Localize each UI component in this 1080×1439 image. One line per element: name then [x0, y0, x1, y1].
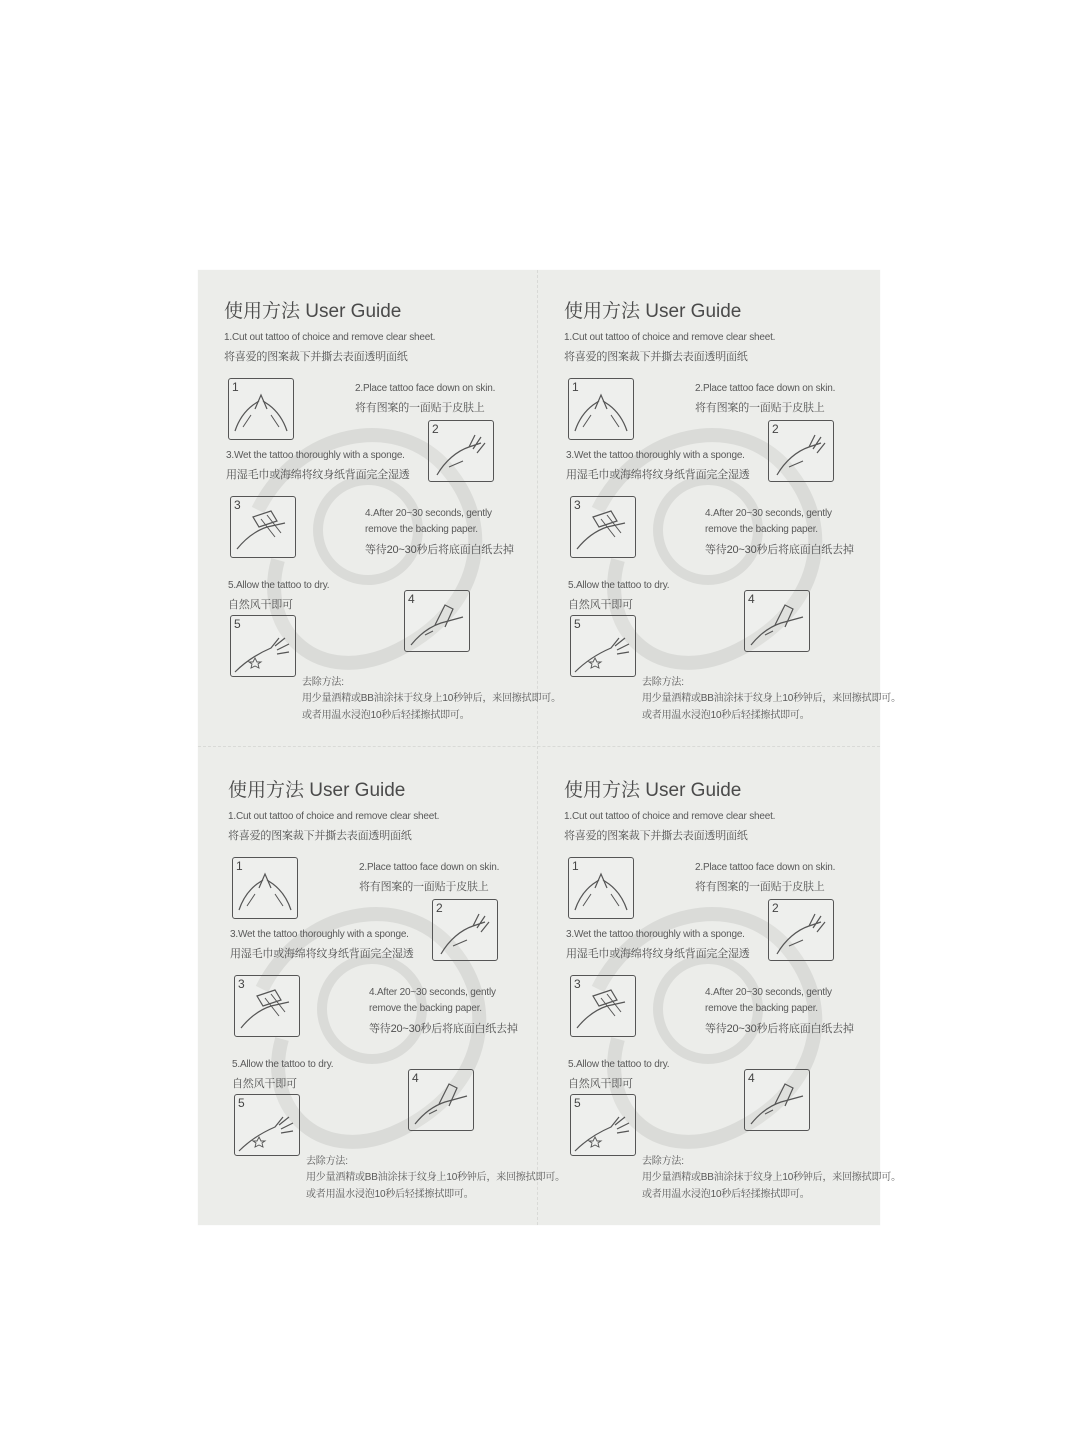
step1-text-en: 1.Cut out tattoo of choice and remove clear sheet.	[228, 811, 440, 822]
step5-text-en: 5.Allow the tattoo to dry.	[232, 1059, 334, 1070]
hand-dry-icon	[231, 616, 295, 676]
step1-text-cn: 将喜爱的图案裁下并撕去表面透明面纸	[564, 830, 748, 842]
step1-text-en: 1.Cut out tattoo of choice and remove clear sheet.	[224, 332, 436, 343]
hand-peeling-icon	[405, 591, 469, 651]
hands-cutting-icon	[569, 379, 633, 439]
removal-title: 去除方法:	[642, 677, 684, 688]
horizontal-perforation	[198, 746, 880, 747]
step4-text-cn: 等待20~30秒后将底面白纸去掉	[705, 544, 854, 556]
guide-title: 使用方法 User Guide	[224, 301, 402, 322]
guide-panel-4	[538, 749, 901, 1219]
step5-illustration: 5	[570, 1094, 636, 1156]
hand-placing-icon	[769, 900, 833, 960]
step2-text-en: 2.Place tattoo face down on skin.	[695, 862, 836, 873]
step5-text-cn: 自然风干即可	[568, 1078, 633, 1090]
step5-text-cn: 自然风干即可	[232, 1078, 297, 1090]
hand-peeling-icon	[409, 1070, 473, 1130]
step4-text-en-line2: remove the backing paper.	[365, 524, 478, 535]
hand-dry-icon	[571, 1095, 635, 1155]
removal-line2: 或者用温水浸泡10秒后轻揉擦拭即可。	[642, 710, 810, 721]
hands-cutting-icon	[569, 858, 633, 918]
step4-illustration: 4	[744, 1069, 810, 1131]
removal-line1: 用少量酒精或BB油涂抹于纹身上10秒钟后，来回擦拭即可。	[302, 693, 561, 704]
step1-illustration: 1	[568, 378, 634, 440]
hands-cutting-icon	[229, 379, 293, 439]
step5-text-en: 5.Allow the tattoo to dry.	[568, 580, 670, 591]
step4-text-cn: 等待20~30秒后将底面白纸去掉	[369, 1023, 518, 1035]
removal-line2: 或者用温水浸泡10秒后轻揉擦拭即可。	[642, 1189, 810, 1200]
removal-title: 去除方法:	[642, 1156, 684, 1167]
step4-text-en-line2: remove the backing paper.	[369, 1003, 482, 1014]
step3-illustration: 3	[570, 496, 636, 558]
step4-text-en-line1: 4.After 20~30 seconds, gently	[705, 987, 832, 998]
step2-text-en: 2.Place tattoo face down on skin.	[695, 383, 836, 394]
step1-text-en: 1.Cut out tattoo of choice and remove clear sheet.	[564, 332, 776, 343]
step3-illustration: 3	[234, 975, 300, 1037]
step1-text-cn: 将喜爱的图案裁下并撕去表面透明面纸	[224, 351, 408, 363]
removal-line2: 或者用温水浸泡10秒后轻揉擦拭即可。	[302, 710, 470, 721]
hand-placing-icon	[769, 421, 833, 481]
step1-text-en: 1.Cut out tattoo of choice and remove clear sheet.	[564, 811, 776, 822]
hand-dry-icon	[571, 616, 635, 676]
step2-text-en: 2.Place tattoo face down on skin.	[355, 383, 496, 394]
step4-text-en-line1: 4.After 20~30 seconds, gently	[705, 508, 832, 519]
guide-title: 使用方法 User Guide	[228, 780, 406, 801]
step1-text-cn: 将喜爱的图案裁下并撕去表面透明面纸	[228, 830, 412, 842]
step4-text-en-line2: remove the backing paper.	[705, 1003, 818, 1014]
hands-wetting-icon	[235, 976, 299, 1036]
step5-illustration: 5	[234, 1094, 300, 1156]
step2-illustration: 2	[768, 899, 834, 961]
hand-placing-icon	[433, 900, 497, 960]
step3-text-en: 3.Wet the tattoo thoroughly with a sponge.	[566, 450, 745, 461]
step2-illustration: 2	[768, 420, 834, 482]
hands-cutting-icon	[233, 858, 297, 918]
step2-text-cn: 将有图案的一面贴于皮肤上	[695, 402, 825, 414]
hands-wetting-icon	[231, 497, 295, 557]
step1-text-cn: 将喜爱的图案裁下并撕去表面透明面纸	[564, 351, 748, 363]
step1-illustration: 1	[228, 378, 294, 440]
hand-dry-icon	[235, 1095, 299, 1155]
hand-placing-icon	[429, 421, 493, 481]
step3-text-cn: 用湿毛巾或海绵将纹身纸背面完全湿透	[226, 469, 410, 481]
guide-panel-3	[202, 749, 565, 1219]
hands-wetting-icon	[571, 497, 635, 557]
removal-title: 去除方法:	[302, 677, 344, 688]
guide-title: 使用方法 User Guide	[564, 301, 742, 322]
step4-illustration: 4	[744, 590, 810, 652]
guide-panel-2	[538, 270, 901, 740]
step2-text-cn: 将有图案的一面贴于皮肤上	[359, 881, 489, 893]
guide-title: 使用方法 User Guide	[564, 780, 742, 801]
step5-text-cn: 自然风干即可	[228, 599, 293, 611]
step1-illustration: 1	[232, 857, 298, 919]
step3-illustration: 3	[230, 496, 296, 558]
step1-illustration: 1	[568, 857, 634, 919]
removal-title: 去除方法:	[306, 1156, 348, 1167]
step3-text-en: 3.Wet the tattoo thoroughly with a sponge.	[230, 929, 409, 940]
step4-text-en-line1: 4.After 20~30 seconds, gently	[369, 987, 496, 998]
step2-illustration: 2	[432, 899, 498, 961]
step3-text-cn: 用湿毛巾或海绵将纹身纸背面完全湿透	[566, 469, 750, 481]
step4-text-en-line2: remove the backing paper.	[705, 524, 818, 535]
removal-line1: 用少量酒精或BB油涂抹于纹身上10秒钟后，来回擦拭即可。	[306, 1172, 565, 1183]
step3-text-en: 3.Wet the tattoo thoroughly with a sponge.	[226, 450, 405, 461]
step2-illustration: 2	[428, 420, 494, 482]
step4-text-cn: 等待20~30秒后将底面白纸去掉	[365, 544, 514, 556]
step4-text-en-line1: 4.After 20~30 seconds, gently	[365, 508, 492, 519]
guide-panel-1	[198, 270, 561, 740]
hand-peeling-icon	[745, 591, 809, 651]
step2-text-cn: 将有图案的一面贴于皮肤上	[695, 881, 825, 893]
hand-peeling-icon	[745, 1070, 809, 1130]
removal-line1: 用少量酒精或BB油涂抹于纹身上10秒钟后，来回擦拭即可。	[642, 693, 901, 704]
step4-text-cn: 等待20~30秒后将底面白纸去掉	[705, 1023, 854, 1035]
step3-text-cn: 用湿毛巾或海绵将纹身纸背面完全湿透	[566, 948, 750, 960]
step5-text-en: 5.Allow the tattoo to dry.	[568, 1059, 670, 1070]
step3-text-cn: 用湿毛巾或海绵将纹身纸背面完全湿透	[230, 948, 414, 960]
removal-line1: 用少量酒精或BB油涂抹于纹身上10秒钟后，来回擦拭即可。	[642, 1172, 901, 1183]
step3-illustration: 3	[570, 975, 636, 1037]
hands-wetting-icon	[571, 976, 635, 1036]
step3-text-en: 3.Wet the tattoo thoroughly with a sponge.	[566, 929, 745, 940]
step5-text-en: 5.Allow the tattoo to dry.	[228, 580, 330, 591]
step2-text-en: 2.Place tattoo face down on skin.	[359, 862, 500, 873]
step4-illustration: 4	[408, 1069, 474, 1131]
step2-text-cn: 将有图案的一面贴于皮肤上	[355, 402, 485, 414]
step5-text-cn: 自然风干即可	[568, 599, 633, 611]
step5-illustration: 5	[230, 615, 296, 677]
step5-illustration: 5	[570, 615, 636, 677]
removal-line2: 或者用温水浸泡10秒后轻揉擦拭即可。	[306, 1189, 474, 1200]
step4-illustration: 4	[404, 590, 470, 652]
